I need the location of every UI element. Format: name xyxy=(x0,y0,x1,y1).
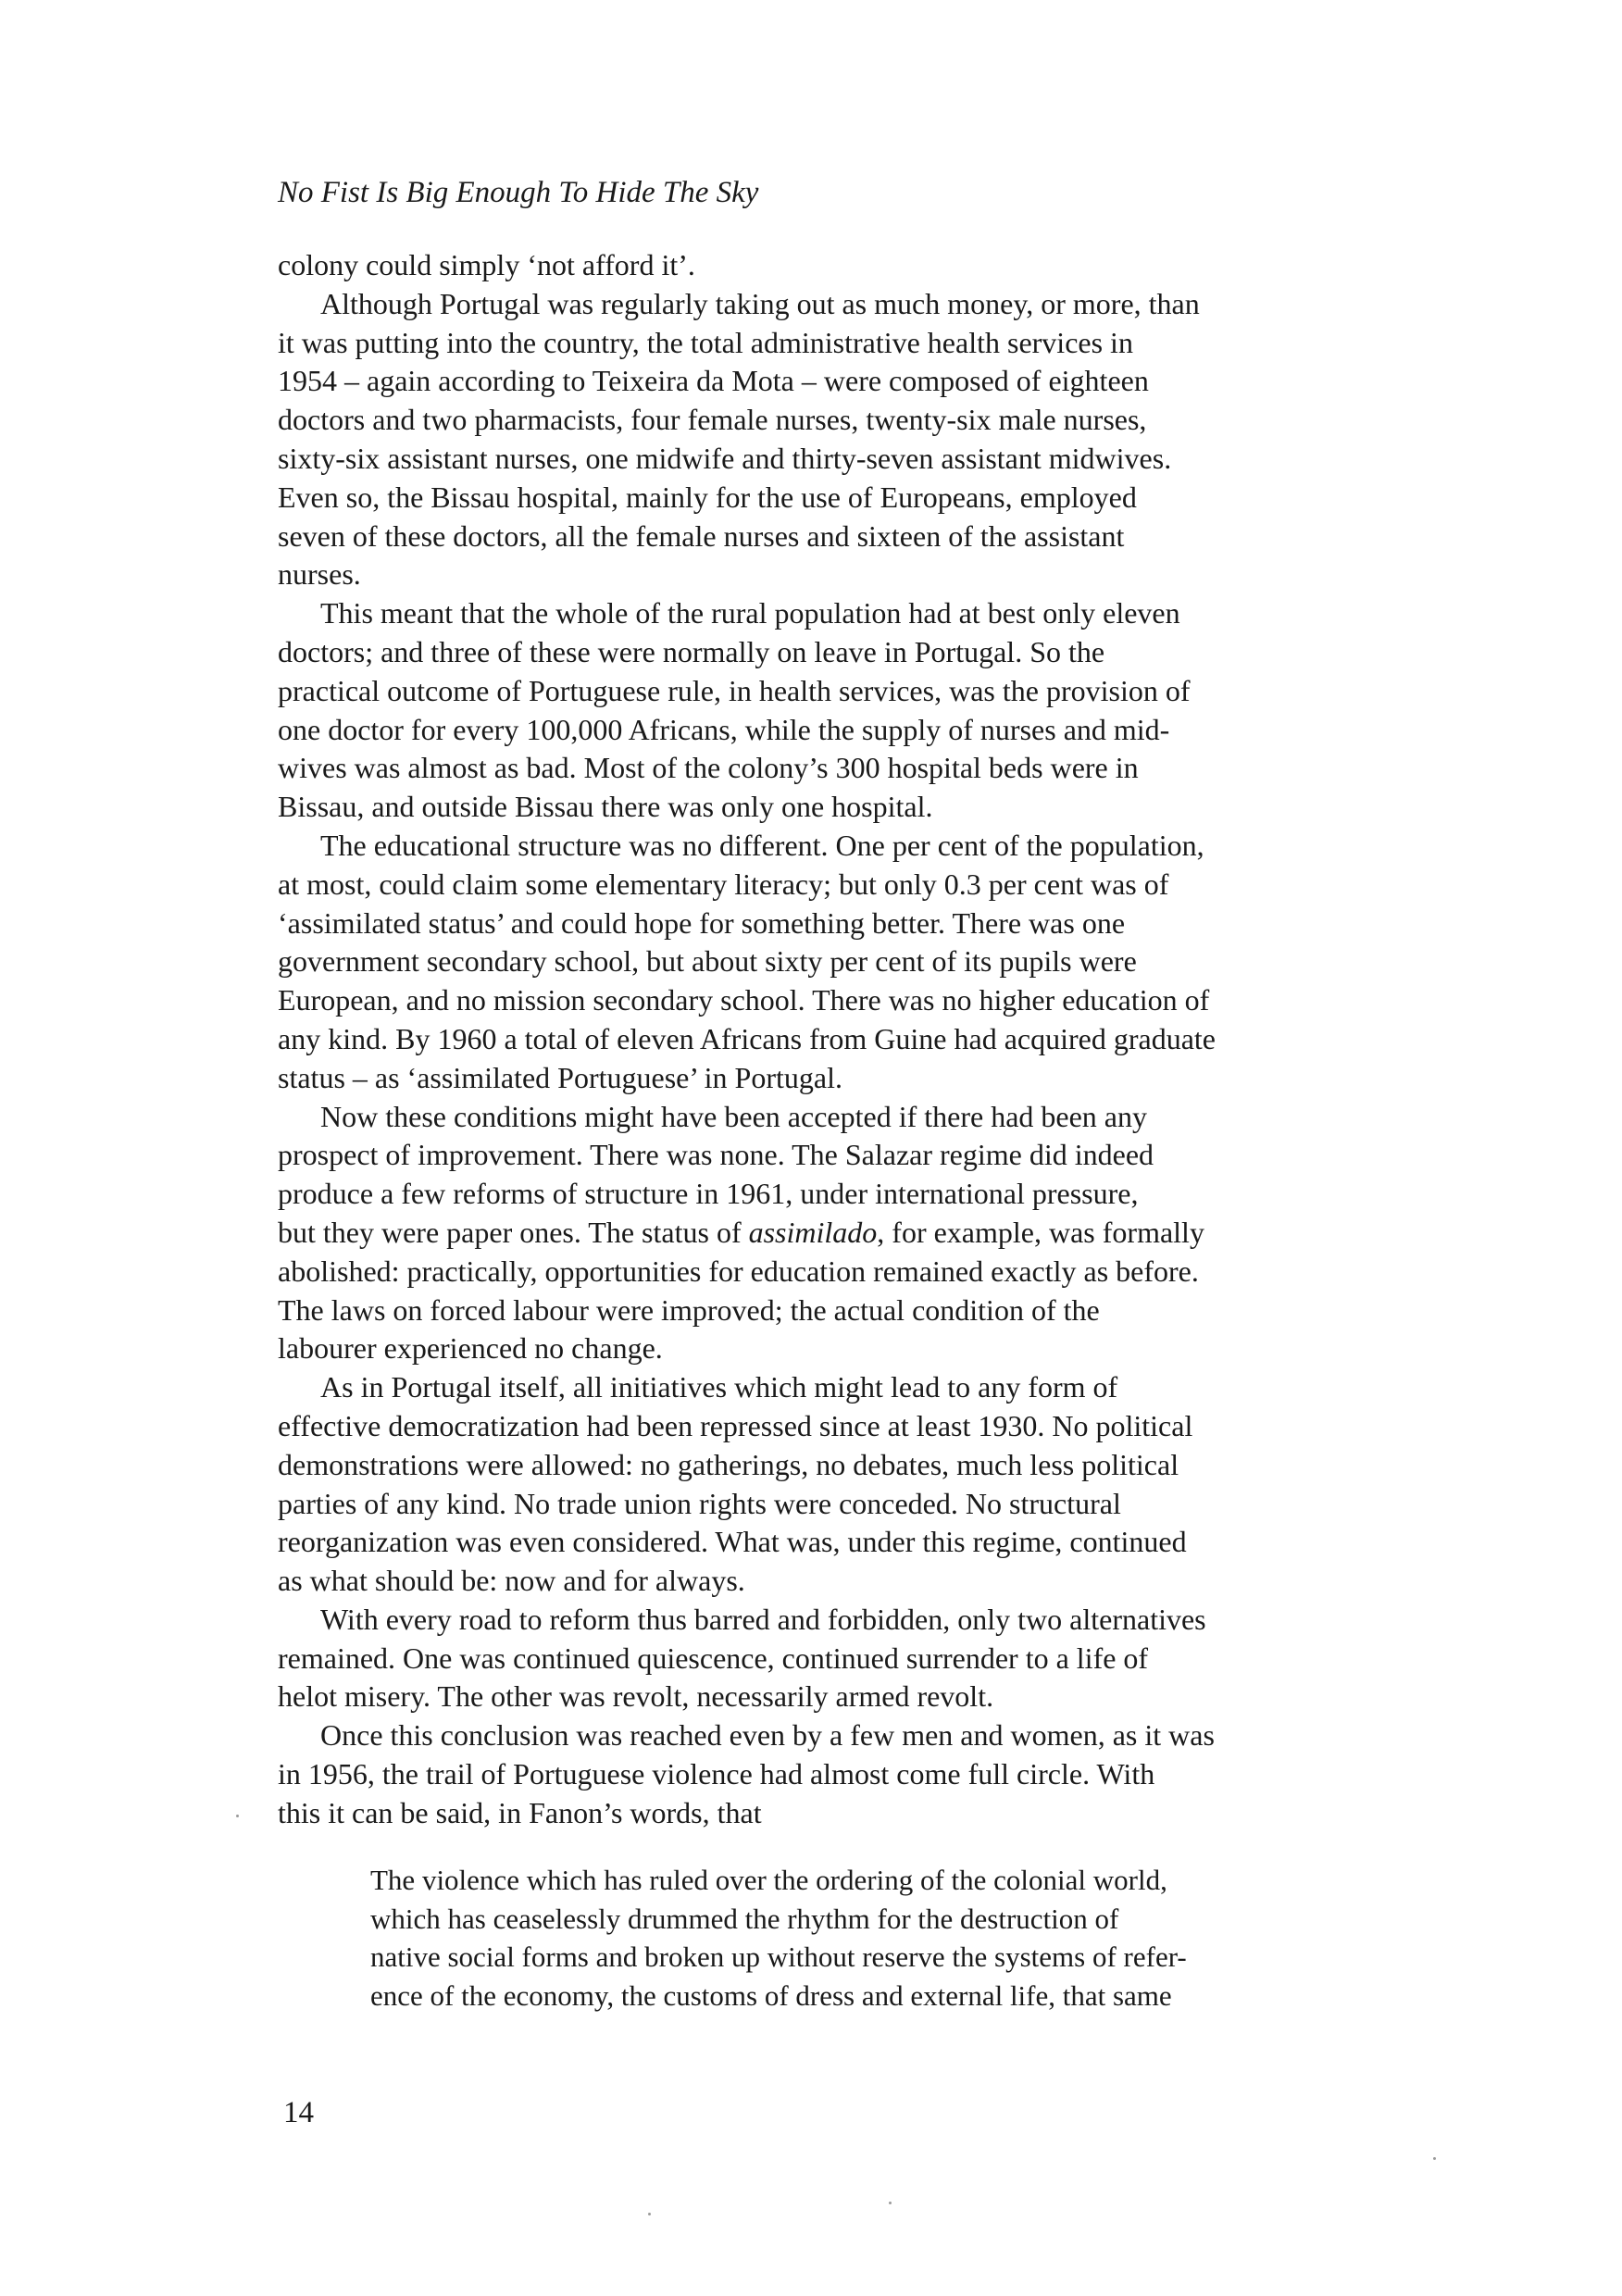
text-line: this it can be said, in Fanon’s words, that xyxy=(278,1795,762,1829)
text-line: status – as ‘assimilated Portuguese’ in Portugal. xyxy=(278,1060,842,1094)
text-line: labourer experienced no change. xyxy=(278,1331,663,1366)
text-line: Even so, the Bissau hospital, mainly for the use of Europeans, employed xyxy=(278,480,1137,514)
running-head: No Fist Is Big Enough To Hide The Sky xyxy=(278,176,759,209)
text-line: European, and no mission secondary school. There was no higher education of xyxy=(278,983,1210,1017)
text-line: at most, could claim some elementary literacy; but only 0.3 per cent was of xyxy=(278,867,1169,901)
text-line: effective democratization had been repressed since at least 1930. No political xyxy=(278,1408,1193,1442)
scan-speck xyxy=(889,2202,892,2204)
quote-line: native social forms and broken up without reserve the systems of refer- xyxy=(370,1940,1187,1973)
paragraph xyxy=(278,1368,1426,1601)
text-line: prospect of improvement. There was none. The Salazar regime did indeed xyxy=(278,1138,1154,1172)
text-line: nurses. xyxy=(278,557,361,592)
paragraph xyxy=(278,594,1426,827)
text-line: Although Portugal was regularly taking out as much money, or more, than xyxy=(320,286,1200,320)
text-line: one doctor for every 100,000 Africans, while the supply of nurses and mid- xyxy=(278,712,1170,746)
text-line: Now these conditions might have been accepted if there had been any xyxy=(320,1099,1147,1133)
text-line: With every road to reform thus barred and forbidden, only two alternatives xyxy=(320,1602,1206,1636)
paragraph xyxy=(278,285,1426,594)
scan-speck xyxy=(236,1815,239,1817)
text-line: helot misery. The other was revolt, necessarily armed revolt. xyxy=(278,1679,994,1714)
text-line: as what should be: now and for always. xyxy=(278,1564,745,1598)
text-line: seven of these doctors, all the female nurses and sixteen of the assistant xyxy=(278,518,1125,553)
text-line: colony could simply ‘not afford it’. xyxy=(278,248,695,281)
paragraph xyxy=(278,1716,1426,1832)
text-line: As in Portugal itself, all initiatives which might lead to any form of xyxy=(320,1370,1118,1404)
text-line: sixty-six assistant nurses, one midwife and thirty-seven assistant midwives. xyxy=(278,441,1172,475)
text-line: any kind. By 1960 a total of eleven Africans from Guine had acquired graduate xyxy=(278,1021,1216,1055)
text-line: doctors; and three of these were normally on leave in Portugal. So the xyxy=(278,634,1105,668)
text-line: demonstrations were allowed: no gatherings, no debates, much less political xyxy=(278,1447,1179,1481)
text-line: practical outcome of Portuguese rule, in health services, was the provision of xyxy=(278,673,1191,707)
text-line: remained. One was continued quiescence, continued surrender to a life of xyxy=(278,1641,1149,1675)
scan-speck xyxy=(1433,2157,1436,2160)
block-quotation xyxy=(370,1861,1407,2015)
text-line: The laws on forced labour were improved; the actual condition of the xyxy=(278,1292,1100,1327)
text-line: government secondary school, but about sixty per cent of its pupils were xyxy=(278,944,1137,979)
quote-line: which has ceaselessly drummed the rhythm for the destruction of xyxy=(370,1902,1119,1935)
text-line: This meant that the whole of the rural population had at best only eleven xyxy=(320,596,1180,630)
text-line: but they were paper ones. The status of assimilado, for example, was formally xyxy=(278,1215,1204,1249)
text-line: reorganization was even considered. What was, under this regime, continued xyxy=(278,1525,1187,1559)
paragraph xyxy=(278,246,1426,285)
text-line: produce a few reforms of structure in 1961, under international pressure, xyxy=(278,1177,1139,1211)
scan-speck xyxy=(648,2213,651,2215)
text-line: in 1956, the trail of Portuguese violence had almost come full circle. With xyxy=(278,1757,1155,1791)
text-line: ‘assimilated status’ and could hope for something better. There was one xyxy=(278,905,1126,940)
text-line: Once this conclusion was reached even by a few men and women, as it was xyxy=(320,1718,1215,1753)
paragraph xyxy=(278,1098,1426,1369)
quote-line: The violence which has ruled over the ordering of the colonial world, xyxy=(370,1864,1167,1896)
italic-term: assimilado xyxy=(748,1215,878,1249)
text-line: Bissau, and outside Bissau there was only one hospital. xyxy=(278,790,933,824)
body-text xyxy=(278,246,1426,1833)
text-line: abolished: practically, opportunities for education remained exactly as before. xyxy=(278,1254,1199,1288)
text-line: wives was almost as bad. Most of the colony’s 300 hospital beds were in xyxy=(278,751,1139,785)
text-line: parties of any kind. No trade union rights were conceded. No structural xyxy=(278,1486,1121,1520)
text-line: doctors and two pharmacists, four female nurses, twenty-six male nurses, xyxy=(278,403,1147,437)
paragraph xyxy=(278,1601,1426,1716)
text-line: it was putting into the country, the total administrative health services in xyxy=(278,325,1133,359)
text-line: 1954 – again according to Teixeira da Mota – were composed of eighteen xyxy=(278,364,1149,398)
paragraph xyxy=(278,827,1426,1098)
page-number: 14 xyxy=(283,2096,314,2129)
text-line: The educational structure was no different. One per cent of the population, xyxy=(320,828,1204,862)
quote-line: ence of the economy, the customs of dress and external life, that same xyxy=(370,1978,1172,2012)
